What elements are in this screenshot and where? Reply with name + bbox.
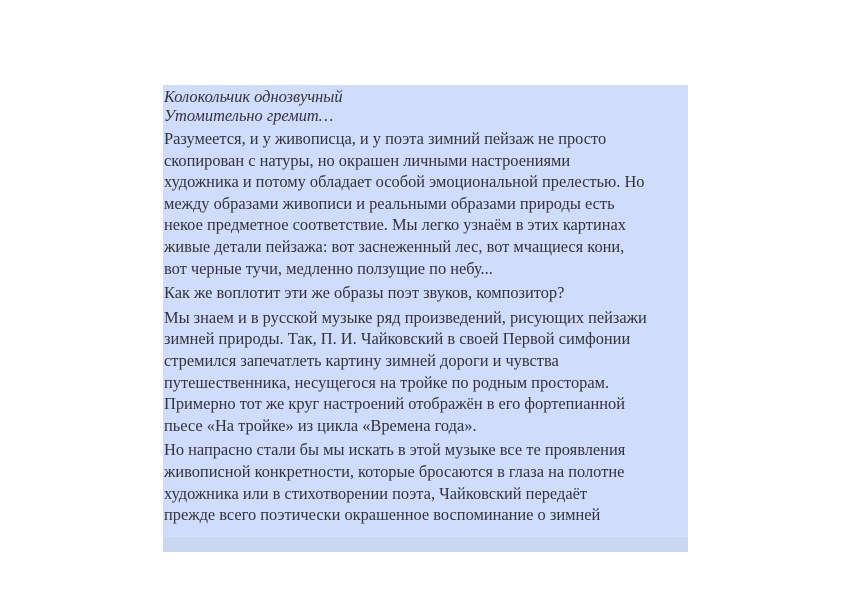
text-line: скопирован с натуры, но окрашен личными настроениями [164,150,571,170]
text-line: зимней природы. Так, П. И. Чайковский в своей Первой симфонии [164,329,631,349]
paragraph-3 [164,307,688,437]
text-line: Но напрасно стали бы мы искать в этой музыке все те проявления [164,440,626,460]
paragraph-1 [164,128,688,279]
epigraph-line: Колокольчик однозвучный [164,87,343,106]
text-line: вот черные тучи, медленно ползущие по небу... [164,258,493,278]
text-line: художника или в стихотворении поэта, Чайковский передаёт [164,483,588,503]
text-line: между образами живописи и реальными образами природы есть [164,193,615,213]
epigraph [164,87,688,125]
text-line: пьесе «На тройке» из цикла «Времена года». [164,415,477,435]
text-line: некое предметное соответствие. Мы легко узнаём в этих картинах [164,215,626,235]
text-line: стремился запечатлеть картину зимней дороги и чувства [164,350,559,370]
text-line: художника и потому обладает особой эмоциональной прелестью. Но [164,172,645,192]
text-line: Примерно тот же круг настроений отображён в его фортепианной [164,394,625,414]
text-line: прежде всего поэтически окрашенное воспоминание о зимней [164,505,601,525]
text-line: живописной конкретности, которые бросаются в глаза на полотне [164,461,625,481]
text-line: путешественника, несущегося на тройке по родным просторам. [164,372,610,392]
text-line: Мы знаем и в русской музыке ряд произведений, рисующих пейзажи [164,307,647,327]
paragraph-4 [164,439,688,525]
epigraph-line: Утомительно гремит… [164,106,334,125]
text-line: живые детали пейзажа: вот заснеженный лес, вот мчащиеся кони, [164,236,625,256]
text-box [163,85,688,537]
paragraph-2 [164,282,688,304]
text-line: Разумеется, и у живописца, и у поэта зимний пейзаж не просто [164,129,607,148]
text-box-bottom-strip [163,537,688,552]
text-line: Как же воплотит эти же образы поэт звуков, композитор? [164,283,565,303]
